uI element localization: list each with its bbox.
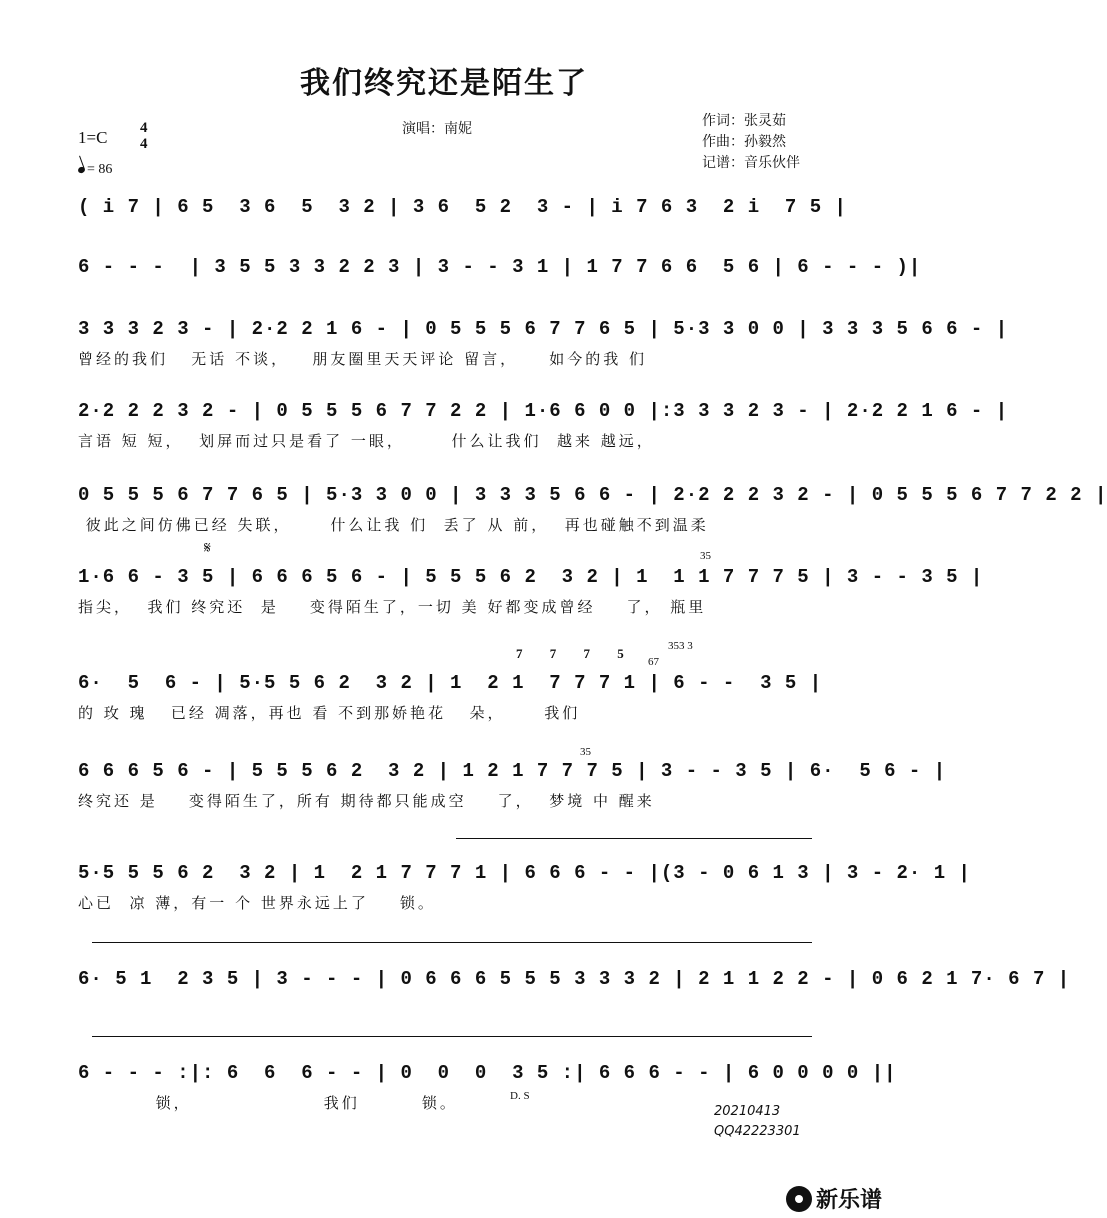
qq-number: QQ42223301	[714, 1124, 801, 1139]
upper-notes: 7 7 7 5	[516, 646, 636, 661]
time-bottom: 4	[140, 136, 148, 152]
lyric: 言语 短 短， 划屏而过只是看了 一眼， 什么让我们 越来 越远，	[78, 432, 655, 450]
lyricist: 作词：张灵茹	[702, 113, 786, 129]
record-icon	[786, 1186, 812, 1212]
score-row-3	[78, 314, 1009, 368]
lyric: 的 玫 瑰 已经 凋落，再也 看 不到那娇艳花 朵， 我们	[78, 704, 581, 722]
tempo-value: = 86	[87, 162, 113, 177]
lyric: 心已 凉 薄，有一 个 世界永远上了 锁。	[78, 894, 436, 912]
grace-note: 35	[700, 550, 711, 562]
lyric: 指尖， 我们 终究还 是 变得陌生了，一切 美 好都变成曾经 了， 瓶里	[78, 598, 707, 616]
notes: 5·5 5 5 6 2 3 2 | 1 2 1 7 7 7 1 | 6 6 6 - - |(3 - 0 6 1 3 | 3 - 2· 1 |	[78, 862, 971, 884]
notes: 6 6 6 5 6 - | 5 5 5 6 2 3 2 | 1 2 1 7 7 7 5 | 3 - - 3 5 | 6· 5 6 - |	[78, 760, 947, 782]
lyric: 终究还 是 变得陌生了，所有 期待都只能成空 了， 梦境 中 醒来	[78, 792, 655, 810]
notes: 0 5 5 5 6 7 7 6 5 | 5·3 3 0 0 | 3 3 3 5 6 6 - | 2·2 2 2 3 2 - | 0 5 5 5 6 7 7 2 2 |	[78, 484, 1107, 506]
notes: 6 - - - :|: 6 6 6 - - | 0 0 0 3 5 :| 6 6 6 - - | 6 0 0 0 0 ||	[78, 1062, 897, 1084]
composer: 作曲：孙毅然	[702, 134, 786, 150]
score-row-10	[78, 964, 1071, 1008]
page-title: 我们终究还是陌生了	[300, 66, 588, 101]
notes: 3 3 3 2 3 - | 2·2 2 1 6 - | 0 5 5 5 6 7 7 6 5 | 5·3 3 0 0 | 3 3 3 5 6 6 - |	[78, 318, 1009, 340]
grace-note: 353 3	[668, 640, 693, 652]
score-row-8	[78, 756, 947, 810]
score-row-9	[78, 858, 971, 912]
quarter-note-icon	[77, 166, 86, 174]
notes: 6 - - - | 3 5 5 3 3 2 2 3 | 3 - - 3 1 | 1 7 7 6 6 5 6 | 6 - - - )|	[78, 256, 922, 278]
notes: ( i 7 | 6 5 3 6 5 3 2 | 3 6 5 2 3 - | i 7 6 3 2 i 7 5 |	[78, 196, 847, 218]
volta-line	[456, 838, 812, 839]
key-signature: 1=C	[78, 128, 108, 147]
singer: 演唱：南妮	[402, 121, 472, 137]
tempo	[78, 162, 112, 178]
notes: 6· 5 6 - | 5·5 5 6 2 3 2 | 1 2 1 7 7 7 1 | 6 - - 3 5 |	[78, 672, 823, 694]
date: 20210413	[714, 1104, 781, 1119]
score-row-2	[78, 252, 922, 296]
score-row-5	[78, 480, 1107, 534]
volta-line	[92, 1036, 196, 1037]
transcriber: 记谱：音乐伙伴	[702, 155, 800, 171]
grace-note: 35	[580, 746, 591, 758]
notes: 2·2 2 2 3 2 - | 0 5 5 5 6 7 7 2 2 | 1·6 6 0 0 |:3 3 3 2 3 - | 2·2 2 1 6 - |	[78, 400, 1009, 422]
volta-line	[196, 1036, 812, 1037]
lyric: 彼此之间仿佛已经 失联， 什么让我 们 丢了 从 前， 再也碰触不到温柔	[78, 516, 709, 534]
separator-line	[92, 942, 812, 943]
score-row-6	[78, 562, 984, 616]
time-signature	[140, 120, 148, 152]
segno-icon: 𝄋	[204, 540, 211, 557]
time-top: 4	[140, 120, 148, 136]
brand-logo	[786, 1183, 882, 1214]
score-row-7	[78, 668, 823, 722]
lyric: 锁， 我们 锁。	[78, 1094, 458, 1112]
brand-name: 新乐谱	[815, 1188, 882, 1213]
score-row-4	[78, 396, 1009, 450]
notes: 1·6 6 - 3 5 | 6 6 6 5 6 - | 5 5 5 6 2 3 2 | 1 1 1 7 7 7 5 | 3 - - 3 5 |	[78, 566, 984, 588]
notes: 6· 5 1 2 3 5 | 3 - - - | 0 6 6 6 5 5 5 3 3 3 2 | 2 1 1 2 2 - | 0 6 2 1 7· 6 7 |	[78, 968, 1071, 990]
grace-note: 67	[648, 656, 659, 668]
ds-mark: D. S	[510, 1090, 530, 1102]
lyric: 曾经的我们 无话 不谈， 朋友圈里天天评论 留言， 如今的我 们	[78, 350, 647, 368]
score-row-1	[78, 192, 847, 236]
